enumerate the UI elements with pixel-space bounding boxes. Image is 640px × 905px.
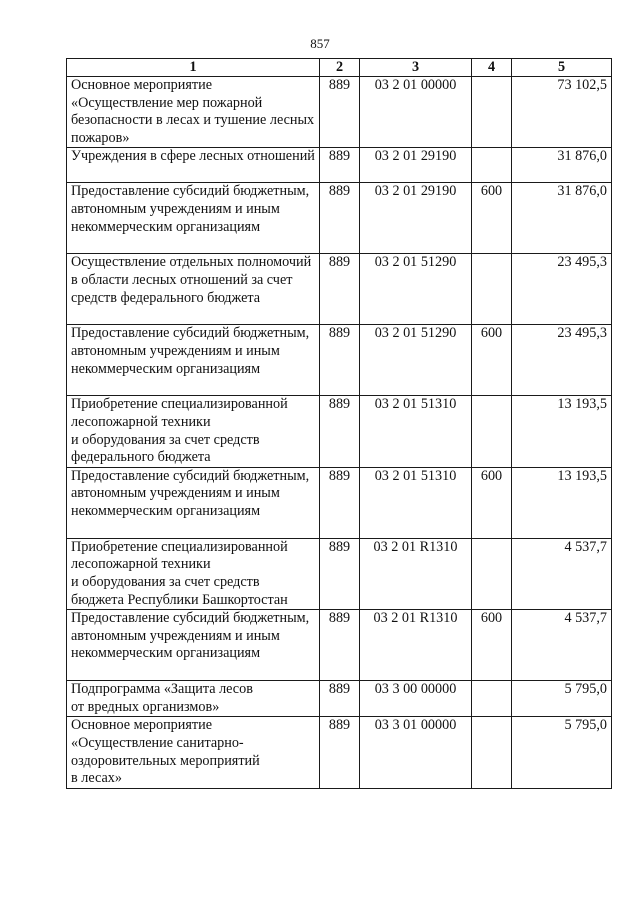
page-number: 857 (310, 36, 330, 51)
row-target-article-cell: 03 2 01 29190 (360, 183, 472, 254)
row-amount-cell: 73 102,5 (512, 77, 612, 148)
row-name-cell: Основное мероприятие «Осуществление мер пожарной безопасности в лесах и тушение лесных пожаров» (67, 77, 320, 148)
row-amount-cell: 4 537,7 (512, 538, 612, 609)
row-amount-cell: 4 537,7 (512, 610, 612, 681)
row-amount-cell: 31 876,0 (512, 183, 612, 254)
row-expense-type-cell: 600 (472, 467, 512, 538)
row-expense-type-cell (472, 717, 512, 788)
row-name-cell: Осуществление отдельных полномочий в области лесных отношений за счет средств федерального бюджета (67, 254, 320, 325)
row-amount-cell: 5 795,0 (512, 681, 612, 717)
row-expense-type-cell (472, 681, 512, 717)
budget-table (66, 58, 612, 789)
header-col-4: 4 (472, 59, 512, 77)
table-row (67, 610, 612, 681)
row-target-article-cell: 03 2 01 R1310 (360, 538, 472, 609)
row-expense-type-cell (472, 77, 512, 148)
table-row (67, 325, 612, 396)
header-col-3: 3 (360, 59, 472, 77)
row-name-cell: Приобретение специализированной лесопожарной техники и оборудования за счет средств бюджета Республики Башкортостан (67, 538, 320, 609)
row-admin-code-cell: 889 (320, 148, 360, 183)
header-col-2: 2 (320, 59, 360, 77)
row-name-cell: Предоставление субсидий бюджетным, автономным учреждениям и иным некоммерческим организациям (67, 467, 320, 538)
row-target-article-cell: 03 2 01 00000 (360, 77, 472, 148)
row-admin-code-cell: 889 (320, 325, 360, 396)
row-amount-cell: 5 795,0 (512, 717, 612, 788)
header-row (67, 59, 612, 77)
table-row (67, 183, 612, 254)
row-amount-cell: 23 495,3 (512, 325, 612, 396)
row-expense-type-cell (472, 148, 512, 183)
header-col-1: 1 (67, 59, 320, 77)
row-target-article-cell: 03 2 01 51310 (360, 467, 472, 538)
table-row (67, 77, 612, 148)
table-row (67, 148, 612, 183)
row-admin-code-cell: 889 (320, 396, 360, 467)
row-amount-cell: 13 193,5 (512, 396, 612, 467)
row-target-article-cell: 03 3 01 00000 (360, 717, 472, 788)
row-name-cell: Предоставление субсидий бюджетным, автономным учреждениям и иным некоммерческим организациям (67, 610, 320, 681)
row-name-cell: Основное мероприятие «Осуществление санитарно-оздоровительных мероприятий в лесах» (67, 717, 320, 788)
row-name-cell: Подпрограмма «Защита лесов от вредных организмов» (67, 681, 320, 717)
row-admin-code-cell: 889 (320, 467, 360, 538)
row-expense-type-cell (472, 396, 512, 467)
row-admin-code-cell: 889 (320, 183, 360, 254)
row-expense-type-cell: 600 (472, 325, 512, 396)
header-col-5: 5 (512, 59, 612, 77)
row-name-cell: Предоставление субсидий бюджетным, автономным учреждениям и иным некоммерческим организациям (67, 183, 320, 254)
row-admin-code-cell: 889 (320, 538, 360, 609)
row-target-article-cell: 03 3 00 00000 (360, 681, 472, 717)
row-name-cell: Предоставление субсидий бюджетным, автономным учреждениям и иным некоммерческим организациям (67, 325, 320, 396)
table-row (67, 396, 612, 467)
row-name-cell: Учреждения в сфере лесных отношений (67, 148, 320, 183)
row-name-cell: Приобретение специализированной лесопожарной техники и оборудования за счет средств федерального бюджета (67, 396, 320, 467)
row-expense-type-cell: 600 (472, 183, 512, 254)
row-target-article-cell: 03 2 01 29190 (360, 148, 472, 183)
row-target-article-cell: 03 2 01 R1310 (360, 610, 472, 681)
row-target-article-cell: 03 2 01 51290 (360, 325, 472, 396)
row-amount-cell: 13 193,5 (512, 467, 612, 538)
row-amount-cell: 23 495,3 (512, 254, 612, 325)
row-admin-code-cell: 889 (320, 681, 360, 717)
row-admin-code-cell: 889 (320, 77, 360, 148)
row-expense-type-cell (472, 538, 512, 609)
table-header (67, 59, 612, 77)
table-row (67, 467, 612, 538)
table-row (67, 538, 612, 609)
row-target-article-cell: 03 2 01 51310 (360, 396, 472, 467)
table-row (67, 254, 612, 325)
row-target-article-cell: 03 2 01 51290 (360, 254, 472, 325)
row-expense-type-cell: 600 (472, 610, 512, 681)
table-row (67, 717, 612, 788)
row-expense-type-cell (472, 254, 512, 325)
row-admin-code-cell: 889 (320, 610, 360, 681)
row-amount-cell: 31 876,0 (512, 148, 612, 183)
table-row (67, 681, 612, 717)
row-admin-code-cell: 889 (320, 717, 360, 788)
row-admin-code-cell: 889 (320, 254, 360, 325)
table-body (67, 77, 612, 789)
